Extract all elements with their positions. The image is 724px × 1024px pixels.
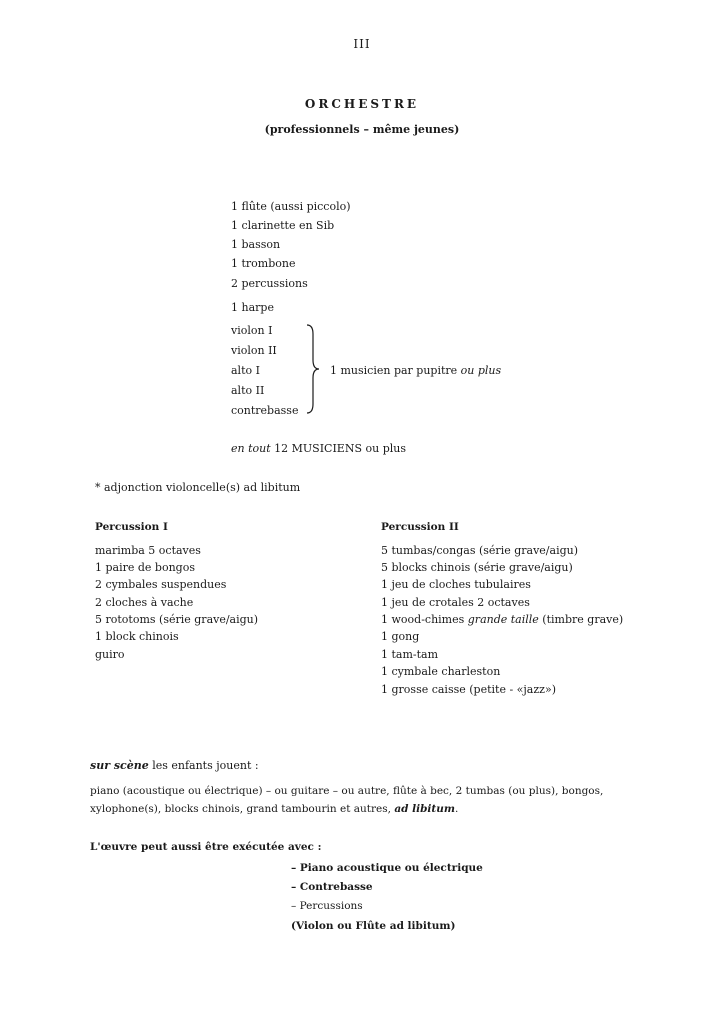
percussion-2-item: 1 jeu de cloches tubulaires	[381, 578, 531, 591]
alternative-heading: L'œuvre peut aussi être exécutée avec :	[90, 841, 322, 853]
instrument-clarinet: 1 clarinette en Sib	[231, 219, 335, 232]
instrument-bassoon: 1 basson	[231, 238, 281, 251]
alternative-option: – Percussions	[291, 900, 363, 912]
instrument-percussions: 2 percussions	[231, 277, 308, 290]
percussion-1-item: 1 block chinois	[95, 630, 179, 643]
scene-line-1: piano (acoustique ou électrique) – ou guitare – ou autre, flûte à bec, 2 tumbas (ou plus), bongos,	[90, 785, 604, 797]
curly-brace-icon	[303, 324, 323, 414]
instrument-trombone: 1 trombone	[231, 257, 296, 270]
scene-heading: sur scène les enfants jouent :	[90, 759, 259, 772]
strings-note: 1 musicien par pupitre ou plus	[330, 364, 502, 377]
string-violin-2: violon II	[231, 344, 277, 357]
percussion-2-item: 1 grosse caisse (petite - «jazz»)	[381, 683, 556, 696]
percussion-2-item: 5 blocks chinois (série grave/aigu)	[381, 561, 573, 574]
instrument-flute: 1 flûte (aussi piccolo)	[231, 200, 351, 213]
string-viola-2: alto II	[231, 384, 265, 397]
percussion-1-item: 2 cymbales suspendues	[95, 578, 227, 591]
percussion-2-item: 1 gong	[381, 630, 420, 643]
alternative-option: – Contrebasse	[291, 881, 373, 893]
percussion-1-heading: Percussion I	[95, 521, 168, 533]
instrument-harp: 1 harpe	[231, 301, 274, 314]
page-subtitle: (professionnels – même jeunes)	[264, 123, 460, 136]
percussion-1-item: marimba 5 octaves	[95, 544, 201, 557]
string-double-bass: contrebasse	[231, 404, 299, 417]
page-title: ORCHESTRE	[304, 97, 420, 111]
percussion-2-heading: Percussion II	[381, 521, 459, 533]
string-violin-1: violon I	[231, 324, 273, 337]
alternative-option: (Violon ou Flûte ad libitum)	[291, 920, 456, 932]
scene-line-2: xylophone(s), blocks chinois, grand tambourin et autres, ad libitum.	[90, 803, 459, 815]
percussion-1-item: guiro	[95, 648, 125, 661]
page-number: III	[353, 37, 371, 51]
alternative-option: – Piano acoustique ou électrique	[291, 862, 483, 874]
percussion-2-item: 1 jeu de crotales 2 octaves	[381, 596, 530, 609]
percussion-1-item: 1 paire de bongos	[95, 561, 195, 574]
total-musicians: en tout 12 MUSICIENS ou plus	[231, 442, 406, 455]
percussion-1-item: 5 rototoms (série grave/aigu)	[95, 613, 259, 626]
adjonction-note: * adjonction violoncelle(s) ad libitum	[95, 481, 301, 494]
percussion-2-item: 5 tumbas/congas (série grave/aigu)	[381, 544, 579, 557]
percussion-2-item: 1 cymbale charleston	[381, 665, 501, 678]
percussion-2-item: 1 wood-chimes grande taille (timbre grave)	[381, 613, 624, 626]
string-viola-1: alto I	[231, 364, 260, 377]
percussion-2-item: 1 tam-tam	[381, 648, 439, 661]
percussion-1-item: 2 cloches à vache	[95, 596, 194, 609]
